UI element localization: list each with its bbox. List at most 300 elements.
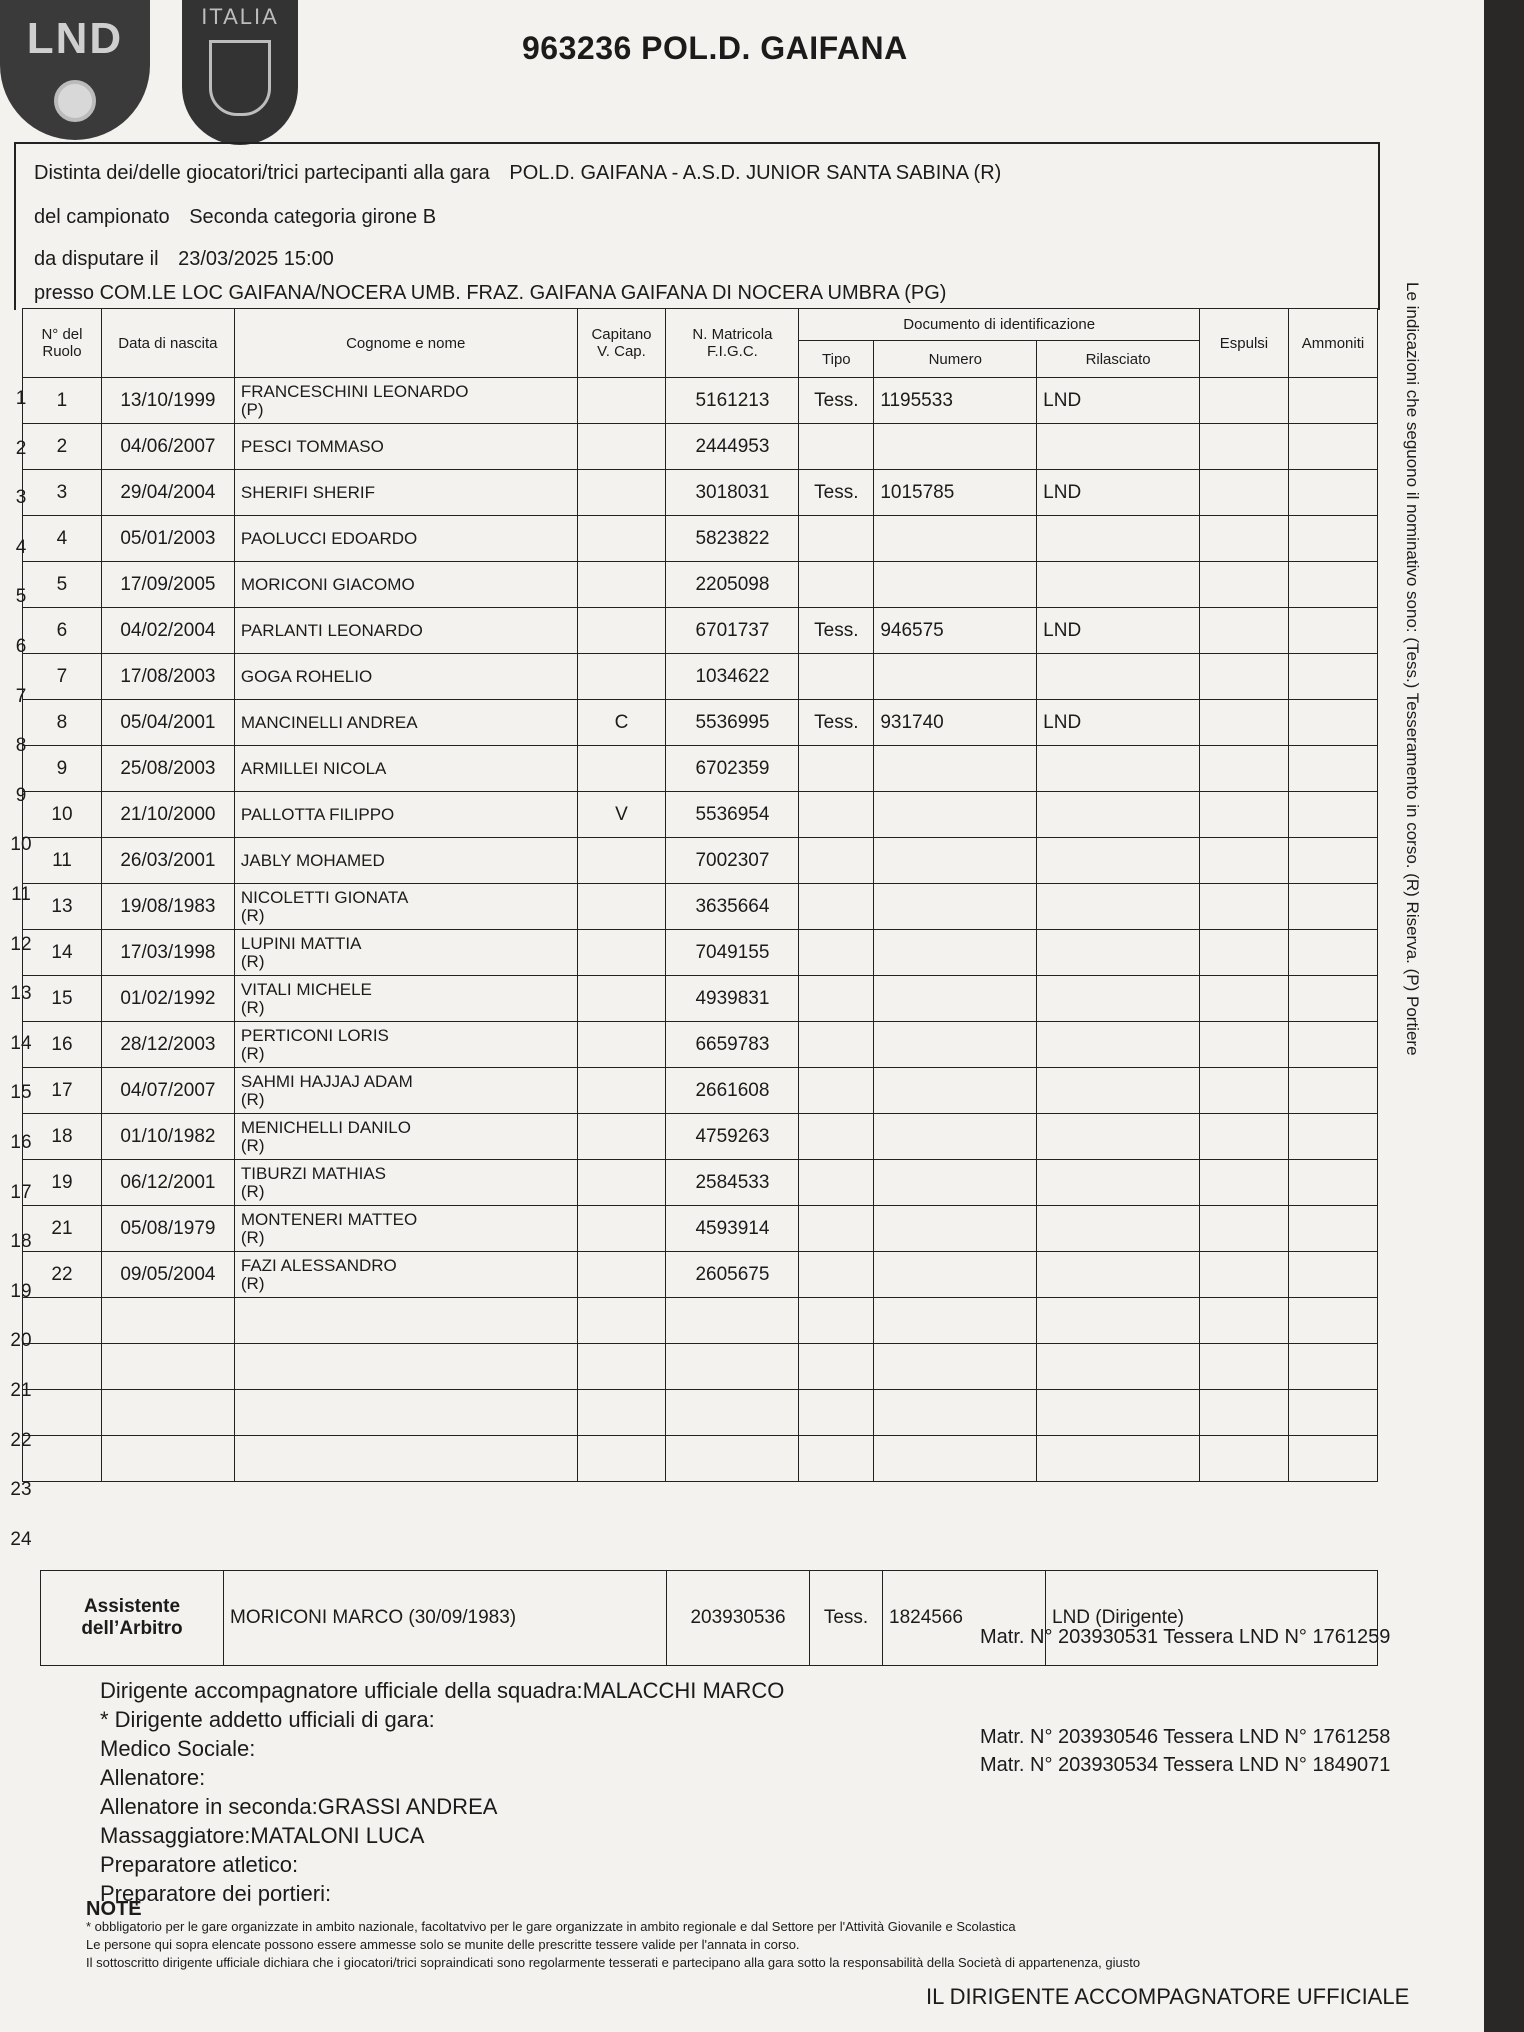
birth-date: 05/01/2003 [101,516,234,562]
row-index: 9 [15,784,27,806]
player-name [234,1298,577,1344]
doc-number [874,884,1037,930]
matricola: 2584533 [666,1160,799,1206]
col-tipo: Tipo [799,341,874,378]
role-number: 4 [23,516,102,562]
row-index: 10 [10,834,32,856]
doc-type: Tess. [799,700,874,746]
role-number: 1 [23,378,102,424]
player-name-text: PAOLUCCI EDOARDO [240,528,418,548]
expelled-cell [1200,884,1289,930]
captain-mark [577,930,666,976]
birth-date: 01/10/1982 [101,1114,234,1160]
doc-issued [1037,1298,1200,1344]
player-name [234,424,577,470]
player-tag: (R) [240,997,265,1017]
header-line-match [34,162,1001,185]
birth-date: 21/10/2000 [101,792,234,838]
doc-number [874,1344,1037,1390]
lnd-logo-text: LND [26,14,124,63]
expelled-cell [1200,1344,1289,1390]
expelled-cell [1200,1068,1289,1114]
header-line-championship [34,206,436,229]
row-index: 4 [15,536,27,558]
matricola: 1034622 [666,654,799,700]
doc-issued [1037,654,1200,700]
player-name [234,1114,577,1160]
ball-icon [54,80,96,122]
player-name-text: VITALI MICHELE [240,979,372,999]
birth-date: 29/04/2004 [101,470,234,516]
captain-mark [577,1114,666,1160]
player-name-text: FAZI ALESSANDRO [240,1255,397,1275]
doc-number [874,1068,1037,1114]
captain-mark [577,838,666,884]
expelled-cell [1200,470,1289,516]
shield-icon [209,40,271,116]
table-row [23,654,1378,700]
birth-date: 17/03/1998 [101,930,234,976]
match-value: POL.D. GAIFANA - A.S.D. JUNIOR SANTA SABINA (R) [509,162,1002,184]
role-number: 17 [23,1068,102,1114]
expelled-cell [1200,424,1289,470]
matricola: 2444953 [666,424,799,470]
player-name-text: PARLANTI LEONARDO [240,620,423,640]
staff-allenatore-seconda: Allenatore in seconda:GRASSI ANDREA [100,1794,498,1819]
staff-allenatore: Allenatore: [100,1765,206,1790]
row-index: 14 [10,1032,32,1054]
doc-type [799,562,874,608]
captain-mark [577,884,666,930]
expelled-cell [1200,1390,1289,1436]
player-tag: (R) [240,1043,265,1063]
birth-date [101,1390,234,1436]
matricola: 5823822 [666,516,799,562]
expelled-cell [1200,1252,1289,1298]
player-name-text: LUPINI MATTIA [240,933,362,953]
col-nome: Cognome e nome [234,309,577,378]
role-number: 18 [23,1114,102,1160]
assistant-label: Assistente dell’Arbitro [41,1571,224,1666]
player-name [234,1022,577,1068]
table-row [23,1068,1378,1114]
player-tag: (R) [240,905,265,925]
doc-issued [1037,838,1200,884]
table-row [23,1022,1378,1068]
player-name [234,1252,577,1298]
doc-type [799,976,874,1022]
row-index: 7 [15,685,27,707]
player-name-text: GOGA ROHELIO [240,666,373,686]
row-index: 17 [10,1181,32,1203]
doc-type [799,1114,874,1160]
row-index: 11 [11,884,31,905]
dirigente-acc-matricola: Matr. N° 203930531 Tessera LND N° 1761259 [980,1626,1391,1648]
player-name-text: MORICONI GIACOMO [240,574,415,594]
doc-type [799,838,874,884]
expelled-cell [1200,792,1289,838]
player-name [234,470,577,516]
expelled-cell [1200,930,1289,976]
player-name-text: PESCI TOMMASO [240,436,384,456]
matricola: 6659783 [666,1022,799,1068]
captain-mark [577,1206,666,1252]
doc-number [874,746,1037,792]
row-index: 3 [15,487,27,509]
table-row [23,562,1378,608]
doc-type [799,1160,874,1206]
matricola [666,1390,799,1436]
captain-mark [577,1298,666,1344]
table-row [23,424,1378,470]
matricola [666,1298,799,1344]
doc-type [799,1344,874,1390]
col-documento: Documento di identificazione [799,309,1200,341]
doc-type [799,1298,874,1344]
col-ammoniti: Ammoniti [1288,309,1377,378]
championship-label: del campionato [34,206,170,228]
match-label: Distinta dei/delle giocatori/trici partecipanti alla gara [34,162,490,184]
doc-issued [1037,1390,1200,1436]
doc-type [799,1436,874,1482]
role-number: 19 [23,1160,102,1206]
expelled-cell [1200,562,1289,608]
role-number: 16 [23,1022,102,1068]
birth-date: 13/10/1999 [101,378,234,424]
assistant-doc-type: Tess. [810,1571,883,1666]
booked-cell [1288,792,1377,838]
doc-issued [1037,1206,1200,1252]
allenatore-matricola: Matr. N° 203930534 Tessera LND N° 1849071 [980,1754,1391,1776]
staff-dirigente-acc: Dirigente accompagnatore ufficiale della squadra:MALACCHI MARCO [100,1678,785,1703]
player-name [234,792,577,838]
player-tag: (P) [240,399,264,419]
doc-number: 931740 [874,700,1037,746]
doc-number [874,1022,1037,1068]
row-index: 23 [10,1479,32,1501]
row-index: 6 [15,636,27,657]
doc-type [799,746,874,792]
birth-date: 09/05/2004 [101,1252,234,1298]
table-row [23,378,1378,424]
booked-cell [1288,424,1377,470]
booked-cell [1288,976,1377,1022]
doc-type [799,792,874,838]
expelled-cell [1200,378,1289,424]
doc-type: Tess. [799,608,874,654]
player-name [234,930,577,976]
captain-mark [577,1252,666,1298]
expelled-cell [1200,1298,1289,1344]
row-index: 22 [10,1429,32,1451]
expelled-cell [1200,976,1289,1022]
booked-cell [1288,1436,1377,1482]
row-index: 13 [10,983,32,1005]
booked-cell [1288,378,1377,424]
captain-mark [577,1390,666,1436]
matricola: 6701737 [666,608,799,654]
booked-cell [1288,1068,1377,1114]
player-name [234,608,577,654]
assistant-name: MORICONI MARCO (30/09/1983) [224,1571,667,1666]
role-number: 8 [23,700,102,746]
birth-date: 17/08/2003 [101,654,234,700]
player-name-text: FRANCESCHINI LEONARDO [240,381,469,401]
row-index: 20 [10,1330,32,1352]
player-name-text: PALLOTTA FILIPPO [240,804,395,824]
player-name [234,654,577,700]
captain-mark [577,654,666,700]
header-line-date [34,248,334,271]
table-row [23,746,1378,792]
notes-line-1: * obbligatorio per le gare organizzate in ambito nazionale, facoltatvivo per le gare organizzate in ambito regionale e dal Settore per l'Attività Giovanile e Scolastica [86,1919,1016,1934]
legend-note: Le indicazioni che seguono il nominativo sono: (Tess.) Tesseramento in corso. (R) Riserva. (P) Portiere [1403,282,1422,1056]
table-row [23,884,1378,930]
row-index: 8 [15,735,27,757]
notes-label: NOTE [86,1898,142,1920]
doc-type [799,1252,874,1298]
doc-number: 1015785 [874,470,1037,516]
doc-number [874,1206,1037,1252]
booked-cell [1288,700,1377,746]
captain-mark [577,1344,666,1390]
row-index: 12 [10,933,32,955]
row-index: 5 [15,586,27,608]
page-title: 963236 POL.D. GAIFANA [522,30,908,66]
booked-cell [1288,1390,1377,1436]
role-number: 13 [23,884,102,930]
assistant-row [40,1570,1378,1666]
booked-cell [1288,562,1377,608]
table-row [23,1160,1378,1206]
championship-value: Seconda categoria girone B [189,206,437,228]
doc-issued [1037,1114,1200,1160]
col-espulsi: Espulsi [1200,309,1289,378]
booked-cell [1288,746,1377,792]
booked-cell [1288,1206,1377,1252]
booked-cell [1288,930,1377,976]
doc-issued [1037,746,1200,792]
doc-number [874,792,1037,838]
role-number: 2 [23,424,102,470]
captain-mark [577,976,666,1022]
captain-mark [577,746,666,792]
birth-date: 17/09/2005 [101,562,234,608]
birth-date: 26/03/2001 [101,838,234,884]
assistant-doc-number: 1824566 [883,1571,1046,1666]
birth-date: 04/07/2007 [101,1068,234,1114]
role-number: 14 [23,930,102,976]
player-tag: (R) [240,1181,265,1201]
birth-date: 04/02/2004 [101,608,234,654]
table-row [23,608,1378,654]
birth-date: 05/04/2001 [101,700,234,746]
player-name-text: SHERIFI SHERIF [240,482,376,502]
notes-section [86,1900,1486,1972]
player-tag: (R) [240,1273,265,1293]
doc-number [874,516,1037,562]
booked-cell [1288,884,1377,930]
doc-type [799,516,874,562]
birth-date: 04/06/2007 [101,424,234,470]
row-index: 2 [15,437,27,459]
col-rilasciato: Rilasciato [1037,341,1200,378]
col-nascita: Data di nascita [101,309,234,378]
birth-date [101,1298,234,1344]
captain-mark [577,562,666,608]
doc-number [874,1252,1037,1298]
role-number: 11 [23,838,102,884]
doc-number [874,1390,1037,1436]
player-tag: (R) [240,951,265,971]
player-name [234,378,577,424]
birth-date: 05/08/1979 [101,1206,234,1252]
doc-number [874,838,1037,884]
match-header [14,142,1380,310]
doc-number [874,1436,1037,1482]
doc-number [874,930,1037,976]
table-row [23,700,1378,746]
captain-mark [577,424,666,470]
doc-issued [1037,562,1200,608]
doc-number [874,1298,1037,1344]
table-row [23,1114,1378,1160]
matricola: 2605675 [666,1252,799,1298]
doc-type [799,1022,874,1068]
staff-massaggiatore: Massaggiatore:MATALONI LUCA [100,1823,425,1848]
player-name [234,884,577,930]
doc-number [874,1160,1037,1206]
doc-type [799,1068,874,1114]
birth-date: 25/08/2003 [101,746,234,792]
player-tag: (R) [240,1135,265,1155]
staff-prep-atletico: Preparatore atletico: [100,1852,299,1877]
table-row [23,792,1378,838]
player-name-text: NICOLETTI GIONATA [240,887,409,907]
expelled-cell [1200,1114,1289,1160]
captain-mark [577,1068,666,1114]
background-edge [1484,0,1524,2032]
col-matricola: N. Matricola F.I.G.C. [666,309,799,378]
doc-issued [1037,424,1200,470]
matricola: 5161213 [666,378,799,424]
table-row [23,516,1378,562]
booked-cell [1288,516,1377,562]
player-name [234,562,577,608]
lnd-logo [0,0,150,140]
player-name [234,1160,577,1206]
birth-date: 01/02/1992 [101,976,234,1022]
expelled-cell [1200,608,1289,654]
doc-number [874,654,1037,700]
booked-cell [1288,470,1377,516]
player-name [234,516,577,562]
captain-mark [577,1436,666,1482]
players-table [22,308,1378,1482]
player-name [234,1436,577,1482]
doc-issued [1037,884,1200,930]
row-index: 21 [10,1380,32,1401]
matricola: 3018031 [666,470,799,516]
matricola: 5536995 [666,700,799,746]
role-number: 6 [23,608,102,654]
captain-mark [577,378,666,424]
col-numero: Numero [874,341,1037,378]
doc-issued [1037,1022,1200,1068]
captain-mark: C [577,700,666,746]
matricola: 7002307 [666,838,799,884]
player-name [234,746,577,792]
birth-date [101,1436,234,1482]
expelled-cell [1200,1160,1289,1206]
matricola: 5536954 [666,792,799,838]
table-row [23,1436,1378,1482]
doc-number [874,562,1037,608]
booked-cell [1288,608,1377,654]
player-tag: (R) [240,1089,265,1109]
matricola [666,1344,799,1390]
role-number: 15 [23,976,102,1022]
doc-type [799,1206,874,1252]
assistant-matricola: 203930536 [667,1571,810,1666]
staff-medico: Medico Sociale: [100,1736,256,1761]
expelled-cell [1200,746,1289,792]
doc-number [874,976,1037,1022]
row-index: 1 [15,388,27,409]
player-name-text: MENICHELLI DANILO [240,1117,411,1137]
row-index: 24 [10,1528,32,1550]
booked-cell [1288,1022,1377,1068]
doc-issued: LND [1037,700,1200,746]
doc-issued [1037,1436,1200,1482]
table-row [23,1206,1378,1252]
col-capitano: Capitano V. Cap. [577,309,666,378]
doc-number: 946575 [874,608,1037,654]
doc-type [799,654,874,700]
matricola: 2205098 [666,562,799,608]
player-name-text: TIBURZI MATHIAS [240,1163,387,1183]
staff-dirigente-add: * Dirigente addetto ufficiali di gara: [100,1707,435,1732]
doc-type [799,930,874,976]
doc-issued: LND [1037,378,1200,424]
row-index: 18 [10,1231,32,1253]
staff-prep-portieri: Preparatore dei portieri: [100,1881,332,1906]
italia-logo [182,0,298,145]
role-number: 5 [23,562,102,608]
doc-type: Tess. [799,470,874,516]
table-row [23,470,1378,516]
booked-cell [1288,1344,1377,1390]
table-row [23,1344,1378,1390]
doc-issued: LND [1037,608,1200,654]
staff-list [100,1676,784,1908]
booked-cell [1288,654,1377,700]
row-index: 16 [10,1132,32,1153]
matricola: 4593914 [666,1206,799,1252]
doc-number [874,424,1037,470]
doc-type [799,424,874,470]
doc-type [799,1390,874,1436]
expelled-cell [1200,516,1289,562]
player-name-text: ARMILLEI NICOLA [240,758,387,778]
doc-issued [1037,1344,1200,1390]
booked-cell [1288,1298,1377,1344]
italia-logo-text: ITALIA [201,4,279,29]
birth-date: 19/08/1983 [101,884,234,930]
captain-mark [577,1160,666,1206]
expelled-cell [1200,838,1289,884]
expelled-cell [1200,700,1289,746]
